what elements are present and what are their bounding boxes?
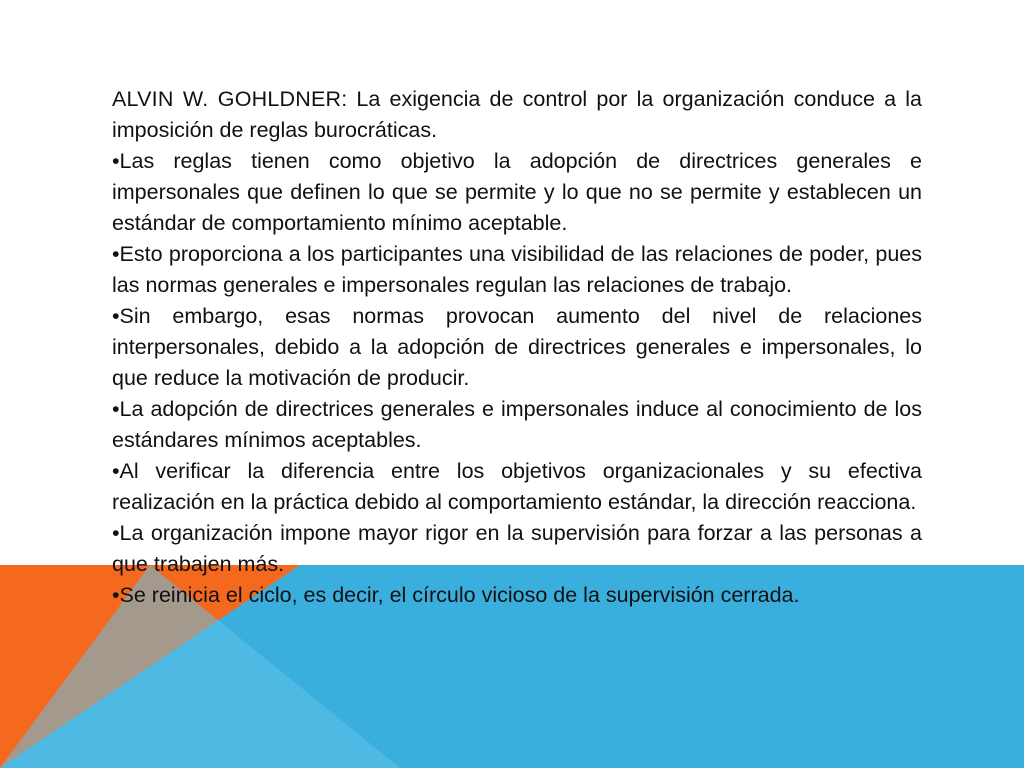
bullet-item: •La adopción de directrices generales e impersonales induce al conocimiento de los estándares mínimos aceptables. (112, 397, 922, 452)
intro-paragraph (112, 84, 922, 146)
bullet-item: •Esto proporciona a los participantes una visibilidad de las relaciones de poder, pues las normas generales e impersonales regulan las relaciones de trabajo. (112, 242, 922, 297)
bullet-item: •Se reinicia el ciclo, es decir, el círculo vicioso de la supervisión cerrada. (112, 583, 800, 607)
intro-text: La exigencia de control por la organización conduce a la imposición de reglas burocráticas. (112, 87, 922, 142)
bullet-item: •Al verificar la diferencia entre los objetivos organizacionales y su efectiva realización en la práctica debido al comportamiento estándar, la dirección reacciona. (112, 459, 922, 514)
intro-separator: : (341, 87, 357, 111)
bullet-item: •Las reglas tienen como objetivo la adopción de directrices generales e impersonales que definen lo que se permite y lo que no se permite y establecen un estándar de comportamiento mínimo aceptable. (112, 149, 922, 235)
bullet-item: •La organización impone mayor rigor en la supervisión para forzar a las personas a que trabajen más. (112, 521, 922, 576)
slide-body (112, 84, 922, 611)
author-name: ALVIN W. GOHLDNER (112, 87, 342, 111)
bullet-item: •Sin embargo, esas normas provocan aumento del nivel de relaciones interpersonales, debido a la adopción de directrices generales e impersonales, lo que reduce la motivación de producir. (112, 304, 922, 390)
